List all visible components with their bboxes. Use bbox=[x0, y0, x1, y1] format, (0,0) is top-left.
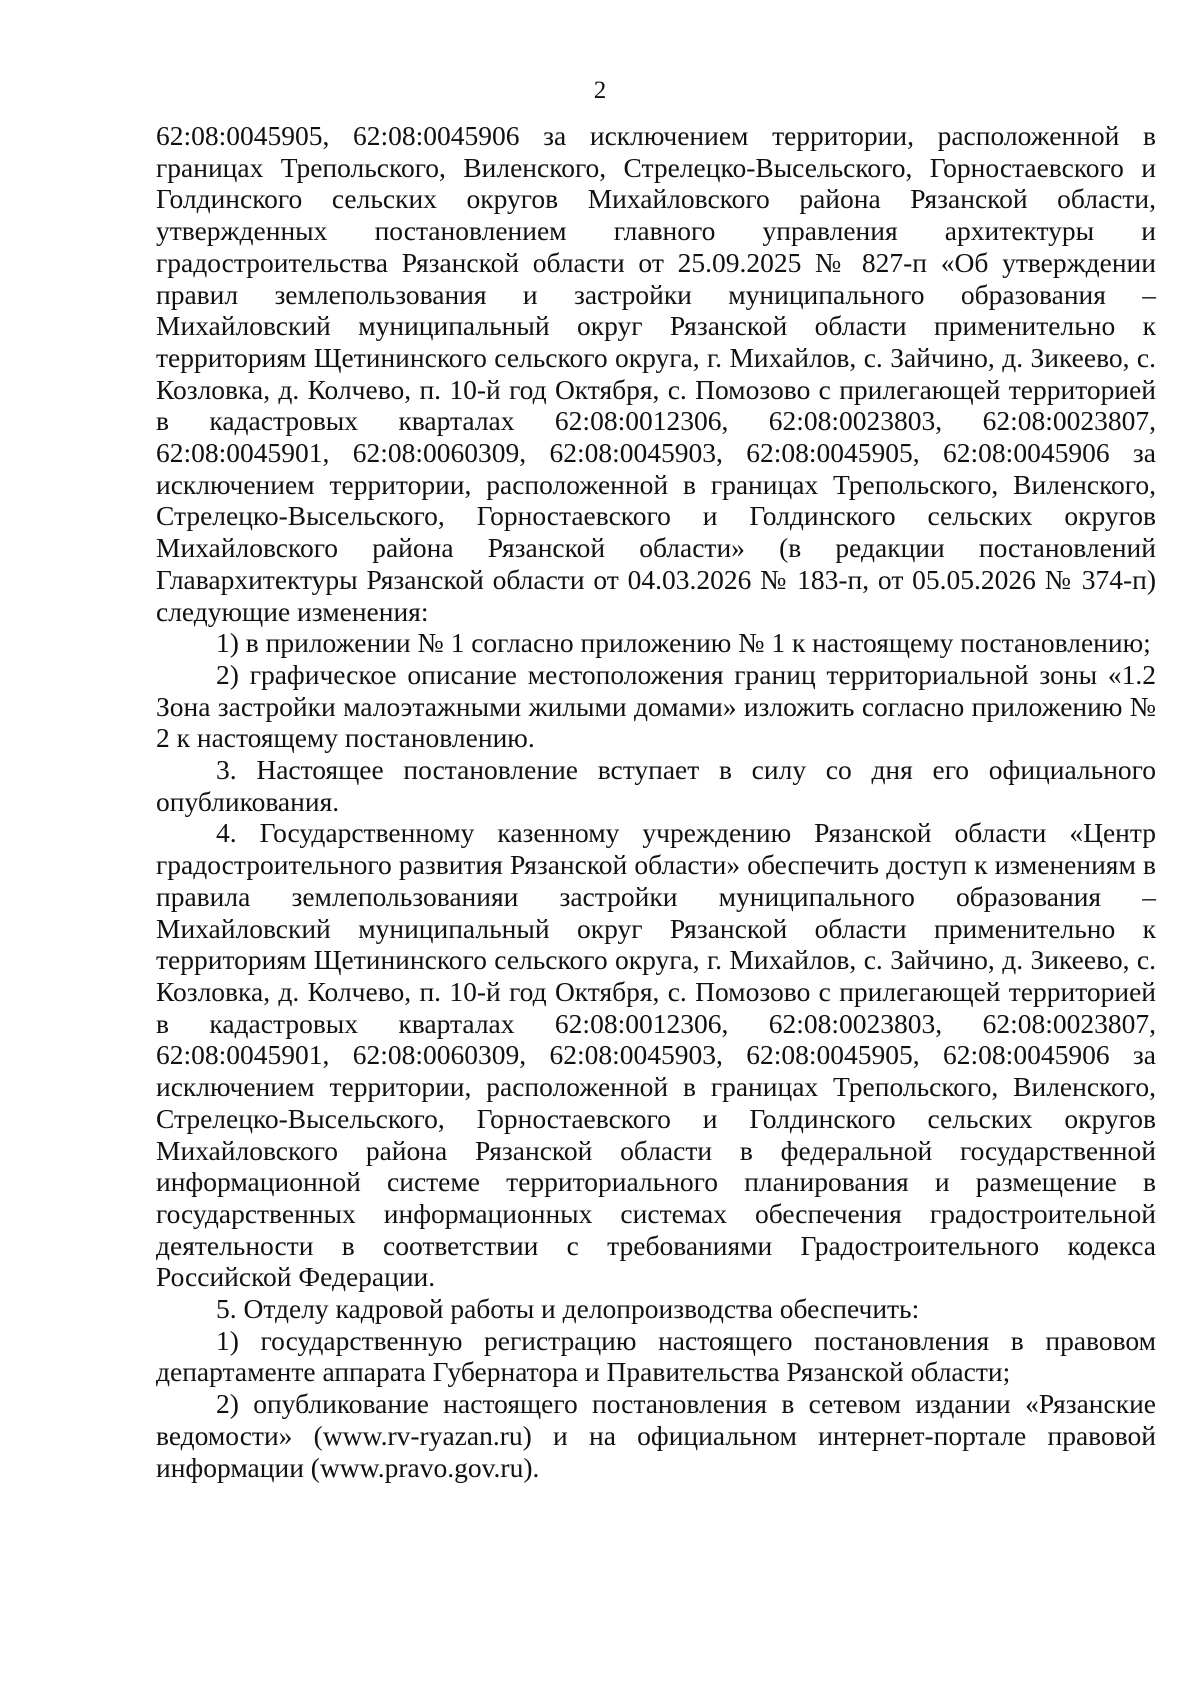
paragraph-item-2: 2) графическое описание местоположения границ территориальной зоны «1.2 Зона застройки малоэтажными жилыми домами» изложить согласно приложению № 2 к настоящему постановлению. bbox=[156, 658, 1156, 754]
document-body bbox=[156, 120, 1156, 1483]
paragraph-section-5: 5. Отделу кадровой работы и делопроизводства обеспечить: bbox=[216, 1293, 920, 1325]
paragraph-amendment-intro: 62:08:0045905, 62:08:0045906 за исключением территории, расположенной в границах Трепольского, Виленского, Стрелецко-Высельского, Горностаевского и Голдинского сельских округов Михайловского района Рязанской области, утвержденных постановлением главного управления архитектуры и градостроительства Рязанской области от 25.09.2025 № 827-п «Об утверждении правил землепользования и застройки муниципального образования – Михайловский муниципальный округ Рязанской области применительно к территориям Щетининского сельского округа, г. Михайлов, с. Зайчино, д. Зикеево, с. Козловка, д. Колчево, п. 10-й год Октября, с. Помозово с прилегающей территорией в кадастровых кварталах 62:08:0012306, 62:08:0023803, 62:08:0023807, 62:08:0045901, 62:08:0060309, 62:08:0045903, 62:08:0045905, 62:08:0045906 за исключением территории, расположенной в границах Трепольского, Виленского, Стрелецко-Высельского, Горностаевского и Голдинского сельских округов Михайловского района Рязанской области» (в редакции постановлений Главархитектуры Рязанской области от 04.03.2026 № 183-п, от 05.05.2026 № 374-п) следующие изменения: bbox=[156, 120, 1156, 627]
paragraph-section-3: 3. Настоящее постановление вступает в силу со дня его официального опубликования. bbox=[156, 754, 1156, 817]
paragraph-section-5-item-2: 2) опубликование настоящего постановления в сетевом издании «Рязанские ведомости» (www.rv-ryazan.ru) и на официальном интернет-портале правовой информации (www.pravo.gov.ru). bbox=[156, 1388, 1156, 1483]
page-number: 2 bbox=[593, 77, 607, 104]
paragraph-section-4: 4. Государственному казенному учреждению Рязанской области «Центр градостроительного развития Рязанской области» обеспечить доступ к изменениям в правила землепользованияи застройки муниципального образования – Михайловский муниципальный округ Рязанской области применительно к территориям Щетининского сельского округа, г. Михайлов, с. Зайчино, д. Зикеево, с. Козловка, д. Колчево, п. 10-й год Октября, с. Помозово с прилегающей территорией в кадастровых кварталах 62:08:0012306, 62:08:0023803, 62:08:0023807, 62:08:0045901, 62:08:0060309, 62:08:0045903, 62:08:0045905, 62:08:0045906 за исключением территории, расположенной в границах Трепольского, Виленского, Стрелецко-Высельского, Горностаевского и Голдинского сельских округов Михайловского района Рязанской области в федеральной государственной информационной системе территориального планирования и размещение в государственных информационных системах обеспечения градостроительной деятельности в соответствии с требованиями Градостроительного кодекса Российской Федерации. bbox=[156, 817, 1156, 1293]
paragraph-section-5-item-1: 1) государственную регистрацию настоящего постановления в правовом департаменте аппарата Губернатора и Правительства Рязанской области; bbox=[156, 1324, 1156, 1388]
paragraph-item-1: 1) в приложении № 1 согласно приложению № 1 к настоящему постановлению; bbox=[216, 627, 1151, 659]
